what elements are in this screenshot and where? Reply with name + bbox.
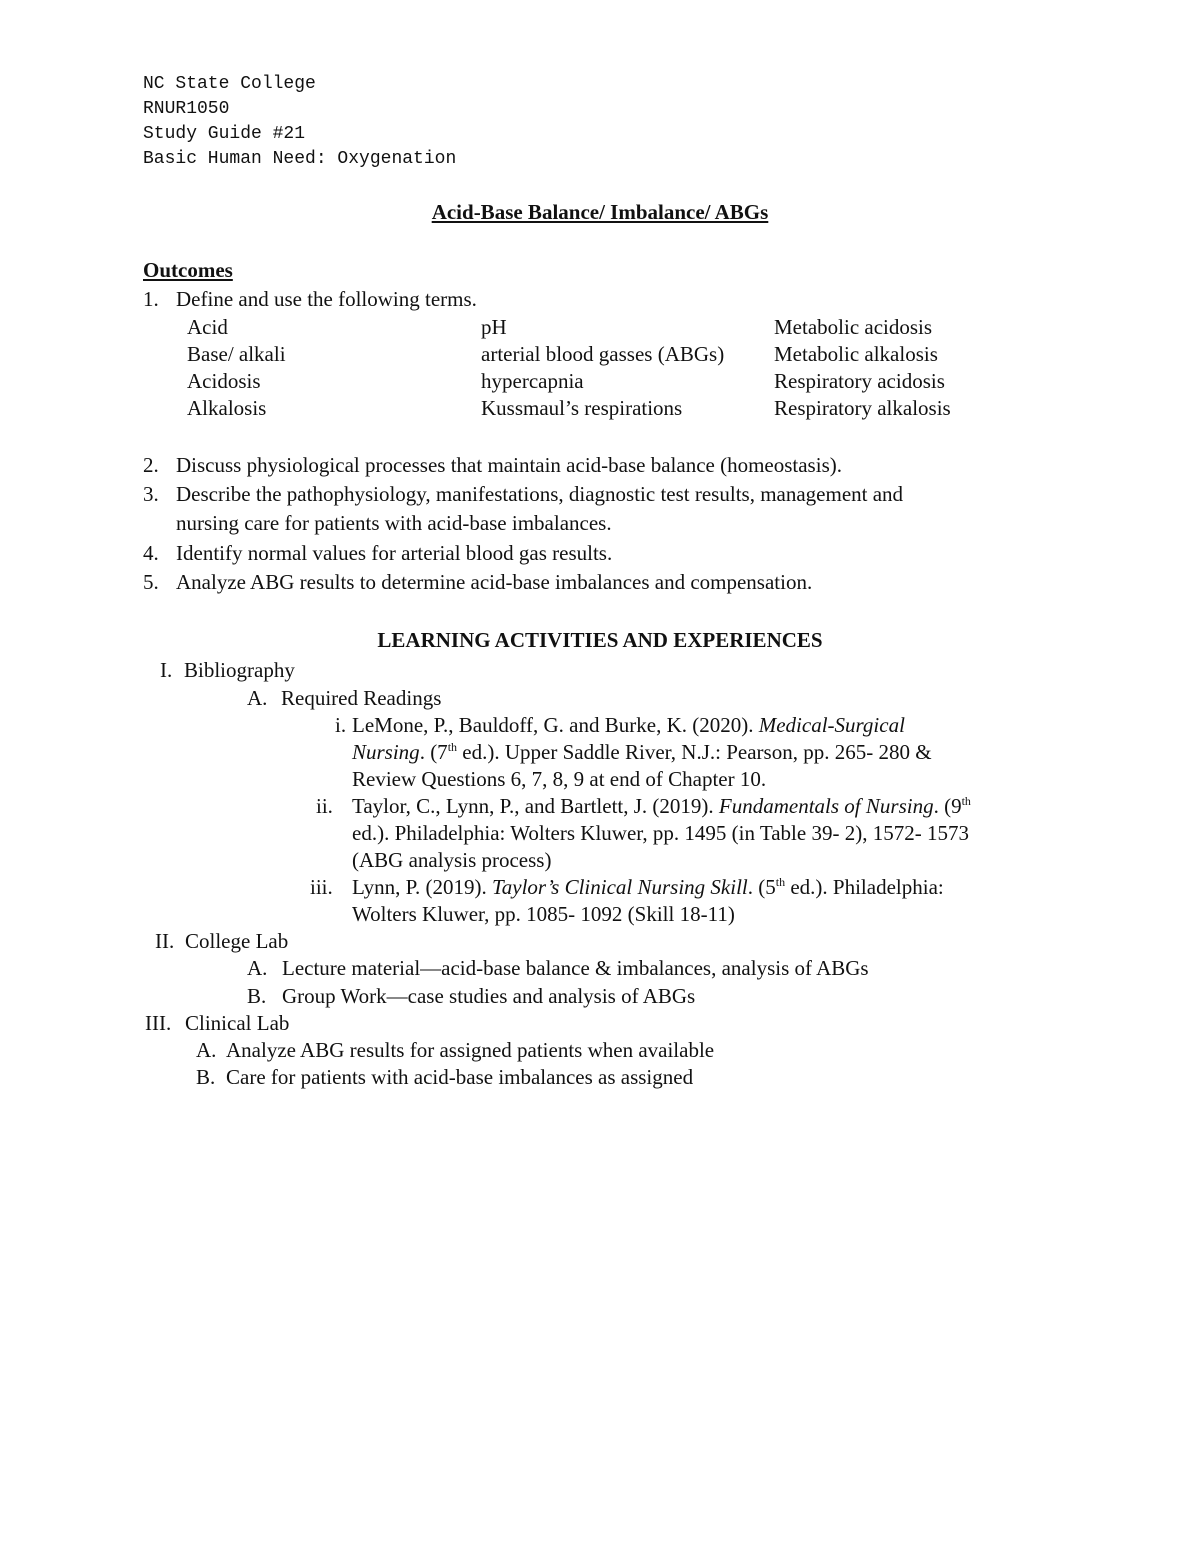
section-label: College Lab bbox=[185, 929, 289, 953]
reference-number: ii. bbox=[316, 794, 333, 818]
outcome-number: 4. bbox=[143, 541, 159, 565]
subsection-text: Analyze ABG results for assigned patients when available bbox=[226, 1038, 715, 1062]
outcome-number: 3. bbox=[143, 482, 159, 506]
term: Acid bbox=[187, 315, 228, 339]
reference-line: Review Questions 6, 7, 8, 9 at end of Chapter 10. bbox=[352, 767, 767, 791]
outcome-number: 5. bbox=[143, 570, 159, 594]
reference-line: Nursing. (7th ed.). Upper Saddle River, N.J.: Pearson, pp. 265- 280 & bbox=[352, 740, 932, 764]
section-number: I. bbox=[160, 658, 173, 682]
subsection-number: A. bbox=[196, 1038, 217, 1062]
header-guide: Study Guide #21 bbox=[143, 124, 306, 144]
activities-heading: LEARNING ACTIVITIES AND EXPERIENCES bbox=[377, 628, 823, 652]
term: Respiratory alkalosis bbox=[774, 396, 951, 420]
outcome-text: Identify normal values for arterial blood gas results. bbox=[176, 541, 613, 565]
reference-line: Taylor, C., Lynn, P., and Bartlett, J. (2019). Fundamentals of Nursing. (9th bbox=[352, 794, 971, 818]
term: Acidosis bbox=[187, 369, 261, 393]
outcome-text: Describe the pathophysiology, manifestations, diagnostic test results, management and bbox=[176, 482, 904, 506]
term: Base/ alkali bbox=[187, 342, 286, 366]
term: arterial blood gasses (ABGs) bbox=[481, 342, 725, 366]
term: hypercapnia bbox=[481, 369, 584, 393]
outcome-text: Discuss physiological processes that maintain acid-base balance (homeostasis). bbox=[176, 453, 842, 477]
subsection-text: Care for patients with acid-base imbalances as assigned bbox=[226, 1065, 694, 1089]
header-course: RNUR1050 bbox=[143, 99, 230, 119]
term: Kussmaul’s respirations bbox=[481, 396, 683, 420]
outcome-text: Analyze ABG results to determine acid-base imbalances and compensation. bbox=[176, 570, 813, 594]
subsection-text: Group Work—case studies and analysis of ABGs bbox=[282, 984, 696, 1008]
section-number: III. bbox=[145, 1011, 172, 1035]
reference-line: ed.). Philadelphia: Wolters Kluwer, pp. 1495 (in Table 39- 2), 1572- 1573 bbox=[352, 821, 969, 845]
term: pH bbox=[481, 315, 507, 339]
reference-number: i. bbox=[335, 713, 347, 737]
section-label: Bibliography bbox=[184, 658, 295, 682]
outcome-number: 2. bbox=[143, 453, 159, 477]
subsection-number: A. bbox=[247, 956, 268, 980]
header-college: NC State College bbox=[143, 74, 316, 94]
outcomes-heading: Outcomes bbox=[143, 258, 233, 282]
header-topic: Basic Human Need: Oxygenation bbox=[143, 149, 457, 169]
outcome-text: nursing care for patients with acid-base imbalances. bbox=[176, 511, 612, 535]
term: Metabolic alkalosis bbox=[774, 342, 938, 366]
subsection-number: B. bbox=[247, 984, 267, 1008]
section-label: Clinical Lab bbox=[185, 1011, 290, 1035]
subsection-label: Required Readings bbox=[281, 686, 442, 710]
reference-line: LeMone, P., Bauldoff, G. and Burke, K. (2020). Medical-Surgical bbox=[352, 713, 905, 737]
section-number: II. bbox=[155, 929, 175, 953]
term: Respiratory acidosis bbox=[774, 369, 945, 393]
document-title: Acid-Base Balance/ Imbalance/ ABGs bbox=[431, 200, 769, 224]
reference-line: Lynn, P. (2019). Taylor’s Clinical Nursing Skill. (5th ed.). Philadelphia: bbox=[352, 875, 944, 899]
term: Alkalosis bbox=[187, 396, 267, 420]
subsection-number: B. bbox=[196, 1065, 216, 1089]
reference-number: iii. bbox=[310, 875, 333, 899]
term: Metabolic acidosis bbox=[774, 315, 933, 339]
reference-line: Wolters Kluwer, pp. 1085- 1092 (Skill 18-11) bbox=[352, 902, 735, 926]
subsection-text: Lecture material—acid-base balance & imbalances, analysis of ABGs bbox=[282, 956, 869, 980]
reference-line: (ABG analysis process) bbox=[352, 848, 552, 872]
outcome-number: 1. bbox=[143, 287, 159, 311]
subsection-number: A. bbox=[247, 686, 268, 710]
outcome-text: Define and use the following terms. bbox=[176, 287, 477, 311]
